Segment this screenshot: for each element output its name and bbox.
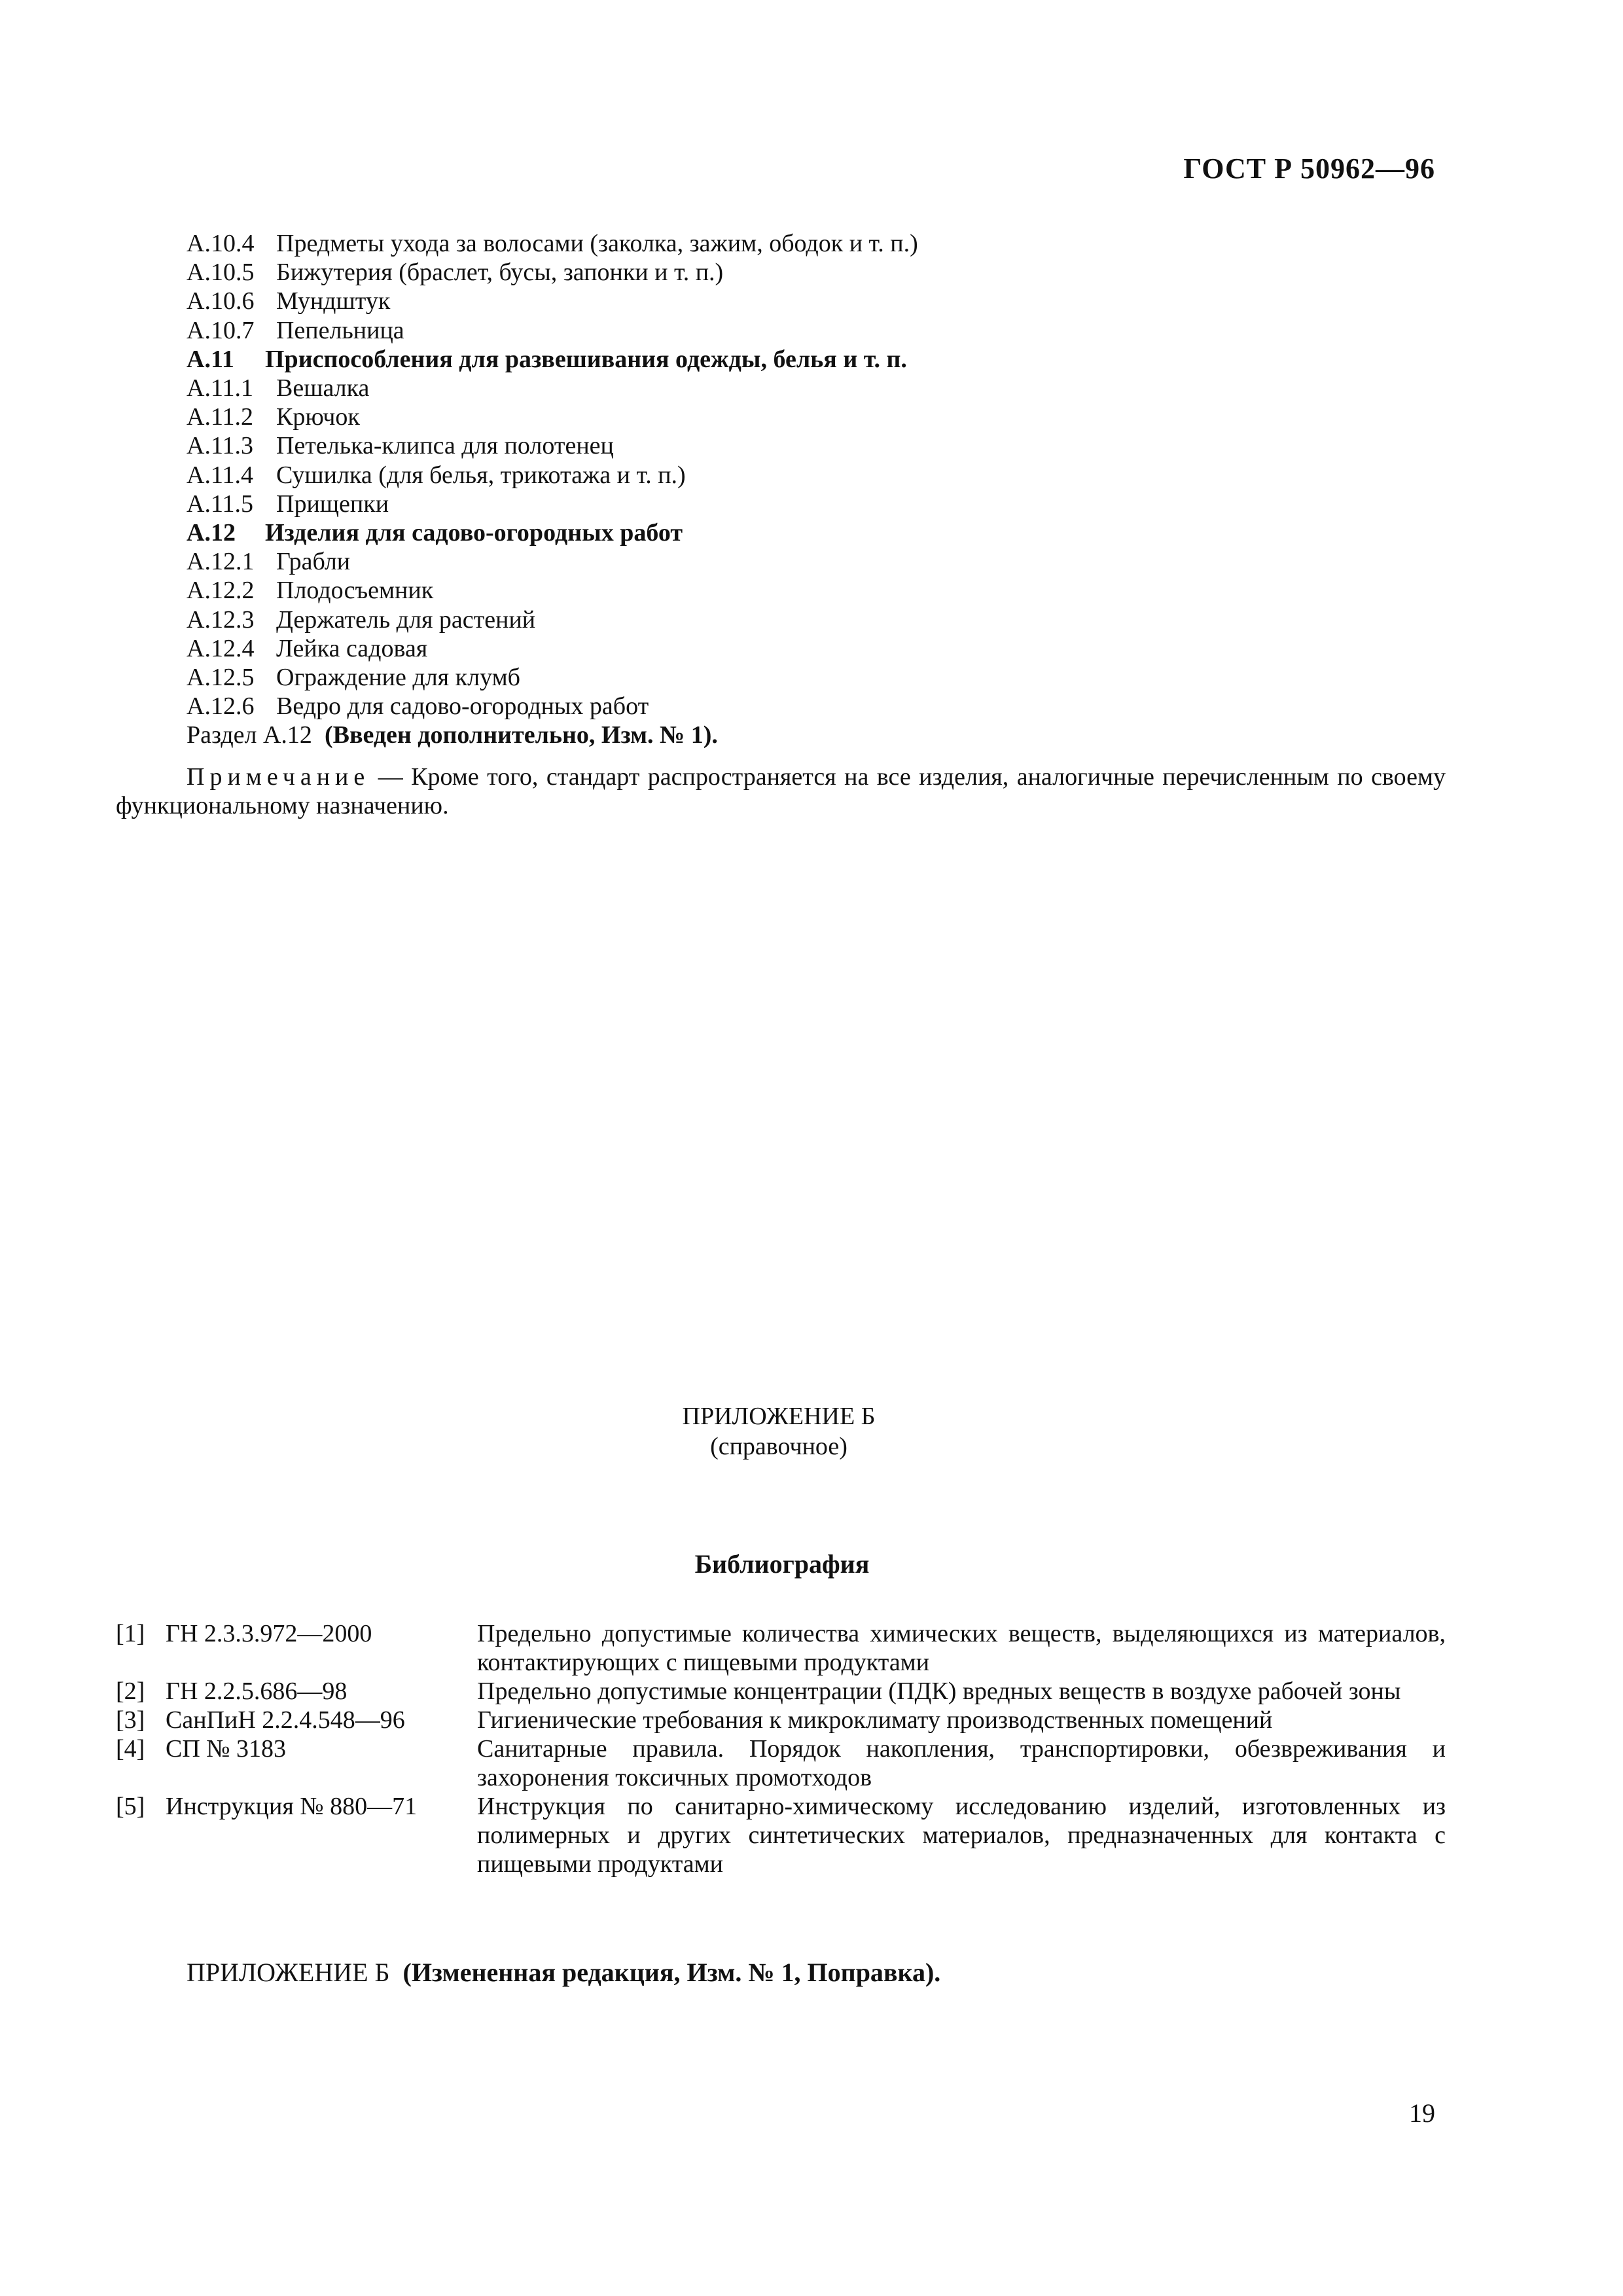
list-item [187,403,1430,431]
section-amendment [187,721,1430,749]
appendix-title: ПРИЛОЖЕНИЕ Б [682,1403,876,1430]
item-number: А.12.2 [187,577,255,605]
entry-number: [2] [116,1677,145,1705]
item-text: Плодосъемник [276,577,434,605]
item-text: Сушилка (для белья, трикотажа и т. п.) [276,461,686,489]
entry-reference: ГН 2.3.3.972—2000 [166,1620,372,1647]
classification-list [187,229,1430,750]
item-number: А.12.6 [187,692,255,721]
bibliography-entry [116,1706,1446,1734]
item-number: А.11.3 [187,432,254,460]
item-number: А.12.1 [187,548,255,576]
list-item [187,605,1430,634]
amendment-prefix: ПРИЛОЖЕНИЕ Б [187,1958,390,1987]
item-number: А.11 [187,345,234,373]
list-item [187,547,1430,576]
bibliography-title: Библиография [694,1549,870,1579]
entry-reference: СанПиН 2.2.4.548—96 [166,1706,405,1734]
list-item [187,431,1430,460]
entry-reference: ГН 2.2.5.686—98 [166,1677,348,1705]
list-item [187,663,1430,692]
note-label: Примечание [187,763,370,791]
list-item [187,258,1430,287]
item-number: А.11.2 [187,403,254,431]
entry-description: Предельно допустимые количества химических веществ, выделяющихся из материалов, контактирующих с пищевыми продуктами [477,1620,1446,1676]
note-paragraph [116,762,1446,820]
bibliography-entry [116,1792,1446,1878]
bibliography-list [116,1619,1446,1878]
entry-number: [1] [116,1620,145,1647]
list-section-heading [187,345,1430,374]
item-text: Ограждение для клумб [276,664,520,692]
list-item [187,287,1430,315]
item-number: А.10.4 [187,230,255,257]
list-item [187,229,1430,258]
amendment-text: (Измененная редакция, Изм. № 1, Поправка). [402,1958,941,1987]
entry-number: [5] [116,1793,145,1820]
entry-description: Гигиенические требования к микроклимату производственных помещений [477,1706,1273,1734]
item-number: А.12 [187,519,236,547]
appendix-amendment [187,1957,940,1988]
item-text: Мундштук [276,287,391,315]
item-number: А.12.4 [187,634,255,662]
item-text: Пепельница [276,316,404,344]
item-number: А.12.5 [187,664,255,692]
entry-reference: СП № 3183 [166,1735,287,1763]
list-item [187,576,1430,605]
appendix-subtitle: (справочное) [710,1433,847,1460]
document-code-header: ГОСТ Р 50962—96 [1183,152,1435,185]
list-item [187,692,1430,721]
item-text: Вешалка [276,374,370,403]
item-text: Предметы ухода за волосами (заколка, зажим, ободок и т. п.) [276,230,918,257]
item-number: А.10.5 [187,259,255,287]
bibliography-entry [116,1619,1446,1677]
item-text: Лейка садовая [276,634,428,662]
item-number: А.10.7 [187,316,255,344]
amendment-prefix: Раздел А.12 [187,721,312,749]
entry-description: Предельно допустимые концентрации (ПДК) вредных веществ в воздухе рабочей зоны [477,1677,1401,1705]
item-number: А.11.4 [187,461,254,489]
list-item [187,374,1430,403]
item-number: А.11.1 [187,374,254,403]
list-section-heading [187,518,1430,547]
item-text: Прищепки [276,490,389,518]
entry-reference: Инструкция № 880—71 [166,1793,418,1820]
list-item [187,634,1430,663]
bibliography-entry [116,1734,1446,1792]
bibliography-entry [116,1677,1446,1706]
item-number: А.12.3 [187,605,255,634]
item-text: Приспособления для развешивания одежды, белья и т. п. [265,345,907,373]
item-text: Держатель для растений [276,605,536,634]
entry-description: Инструкция по санитарно-химическому исследованию изделий, изготовленных из полимерных и других синтетических материалов, предназначенных для контакта с пищевыми продуктами [477,1793,1446,1878]
item-text: Изделия для садово-огородных работ [265,519,683,547]
list-item [187,490,1430,518]
item-number: А.10.6 [187,287,255,315]
entry-number: [4] [116,1735,145,1763]
item-text: Ведро для садово-огородных работ [276,692,649,721]
list-item [187,316,1430,345]
item-text: Грабли [276,548,351,576]
item-number: А.11.5 [187,490,254,518]
item-text: Крючок [276,403,360,431]
note-text: — Кроме того, стандарт распространяется на все изделия, аналогичные перечисленным по своему функциональному назначению. [116,763,1446,819]
entry-description: Санитарные правила. Порядок накопления, транспортировки, обезвреживания и захоронения токсичных промотходов [477,1735,1446,1791]
amendment-text: (Введен дополнительно, Изм. № 1). [324,721,718,749]
page-number: 19 [1409,2098,1435,2128]
list-item [187,461,1430,490]
item-text: Бижутерия (браслет, бусы, запонки и т. п.) [276,259,724,287]
item-text: Петелька-клипса для полотенец [276,432,614,460]
entry-number: [3] [116,1706,145,1734]
